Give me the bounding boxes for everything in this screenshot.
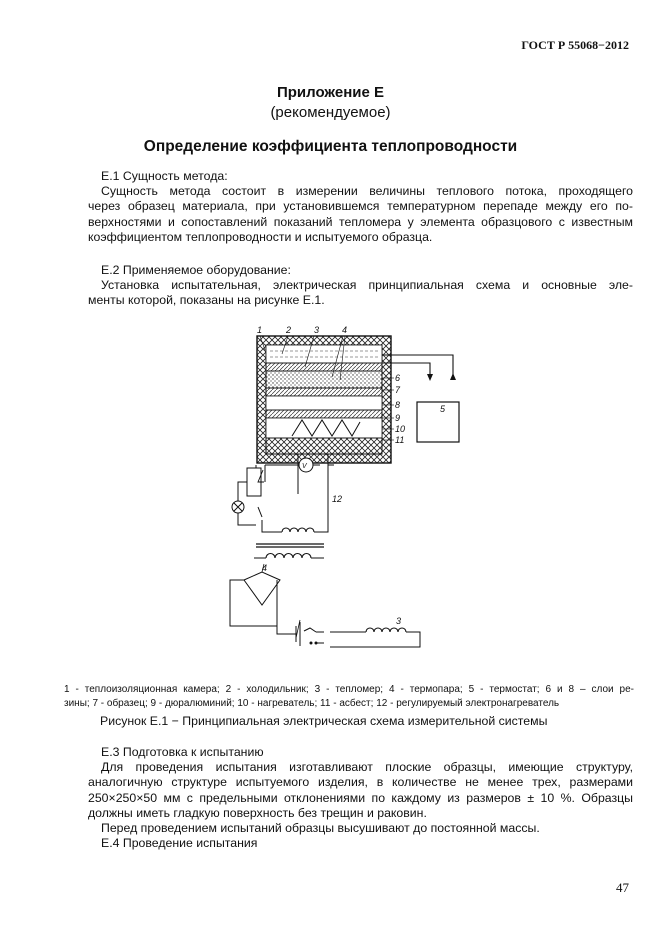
- label-coil-3: 3: [396, 616, 402, 626]
- label-2: 2: [286, 325, 292, 335]
- legend-line: зины; 7 - образец; 9 - дюралюминий; 10 - нагреватель; 11 - асбест; 12 - регулируемый электронагреватель: [64, 698, 560, 709]
- section-2-line: менты которой, показаны на рисунке Е.1.: [88, 293, 325, 308]
- figure-caption: Рисунок Е.1 − Принципиальная электрическая схема измерительной системы: [100, 714, 548, 728]
- label-3: 3: [314, 325, 320, 335]
- label-8: 8: [395, 400, 401, 410]
- document-header: ГОСТ Р 55068−2012: [521, 38, 629, 52]
- section-3-line: должны иметь гладкую поверхность без трещин и раковин.: [88, 805, 427, 820]
- section-3-extra: Перед проведением испытаний образцы высушивают до постоянной массы.: [101, 821, 540, 836]
- figure-legend: [64, 683, 634, 711]
- section-3-line: аналогичную структуре испытуемого изделия, в количестве не менее трех, размерами: [88, 775, 633, 790]
- label-4: 4: [342, 325, 348, 335]
- label-6: 6: [395, 373, 401, 383]
- section-2-line: Установка испытательная, электрическая принципиальная схема и основные эле-: [101, 278, 633, 293]
- section-1-title: Е.1 Сущность метода:: [101, 169, 228, 183]
- section-2-title: Е.2 Применяемое оборудование:: [101, 263, 291, 277]
- section-1-line: коэффициентом теплопроводности и испытуемого образца.: [88, 229, 433, 244]
- label-7: 7: [395, 385, 401, 395]
- section-4-title: Е.4 Проведение испытания: [101, 836, 258, 851]
- label-bridge-4: 4: [262, 563, 268, 573]
- label-9: 9: [395, 413, 401, 423]
- appendix-title: Приложение Е: [276, 84, 385, 101]
- chamber-layers: [266, 345, 382, 454]
- section-1-line: верхностями и сопоставлений показаний тепломера у элемента образцового с известным: [88, 214, 633, 229]
- label-11: 11: [395, 435, 405, 445]
- transformer: [254, 544, 324, 558]
- label-10: 10: [395, 424, 406, 434]
- section-3: [88, 745, 633, 851]
- label-12: 12: [332, 494, 343, 504]
- legend-line: 1 - теплоизоляционная камера; 2 - холодильник; 3 - тепломер; 4 - термопара; 5 - термостат; 6 и 8 – слои ре-: [64, 684, 634, 695]
- section-2: [88, 263, 633, 309]
- section-1: [88, 169, 633, 245]
- voltmeter-label: V: [302, 463, 307, 470]
- appendix-heading: Определение коэффициента теплопроводности: [143, 138, 518, 155]
- appendix-subtitle: (рекомендуемое): [270, 104, 391, 121]
- label-5: 5: [440, 404, 446, 414]
- label-1: 1: [257, 325, 263, 335]
- section-3-title: Е.3 Подготовка к испытанию: [101, 745, 264, 759]
- section-3-line: Для проведения испытания изготавливают плоские образцы, имеющие структуру,: [101, 760, 633, 775]
- section-1-line: Сущность метода состоит в измерении величины теплового потока, проходящего: [101, 184, 633, 199]
- circuit-diagram: [200, 322, 470, 672]
- bridge-circuit: [230, 564, 420, 647]
- section-3-line: 250×250×50 мм с предельными отклонениями по каждому из размеров ± 10 %. Образцы: [88, 790, 633, 805]
- page-number: 47: [616, 880, 629, 895]
- section-1-line: через образец материала, при установившемся температурном перепаде между его по-: [88, 199, 633, 214]
- heater-circuit: [232, 454, 334, 532]
